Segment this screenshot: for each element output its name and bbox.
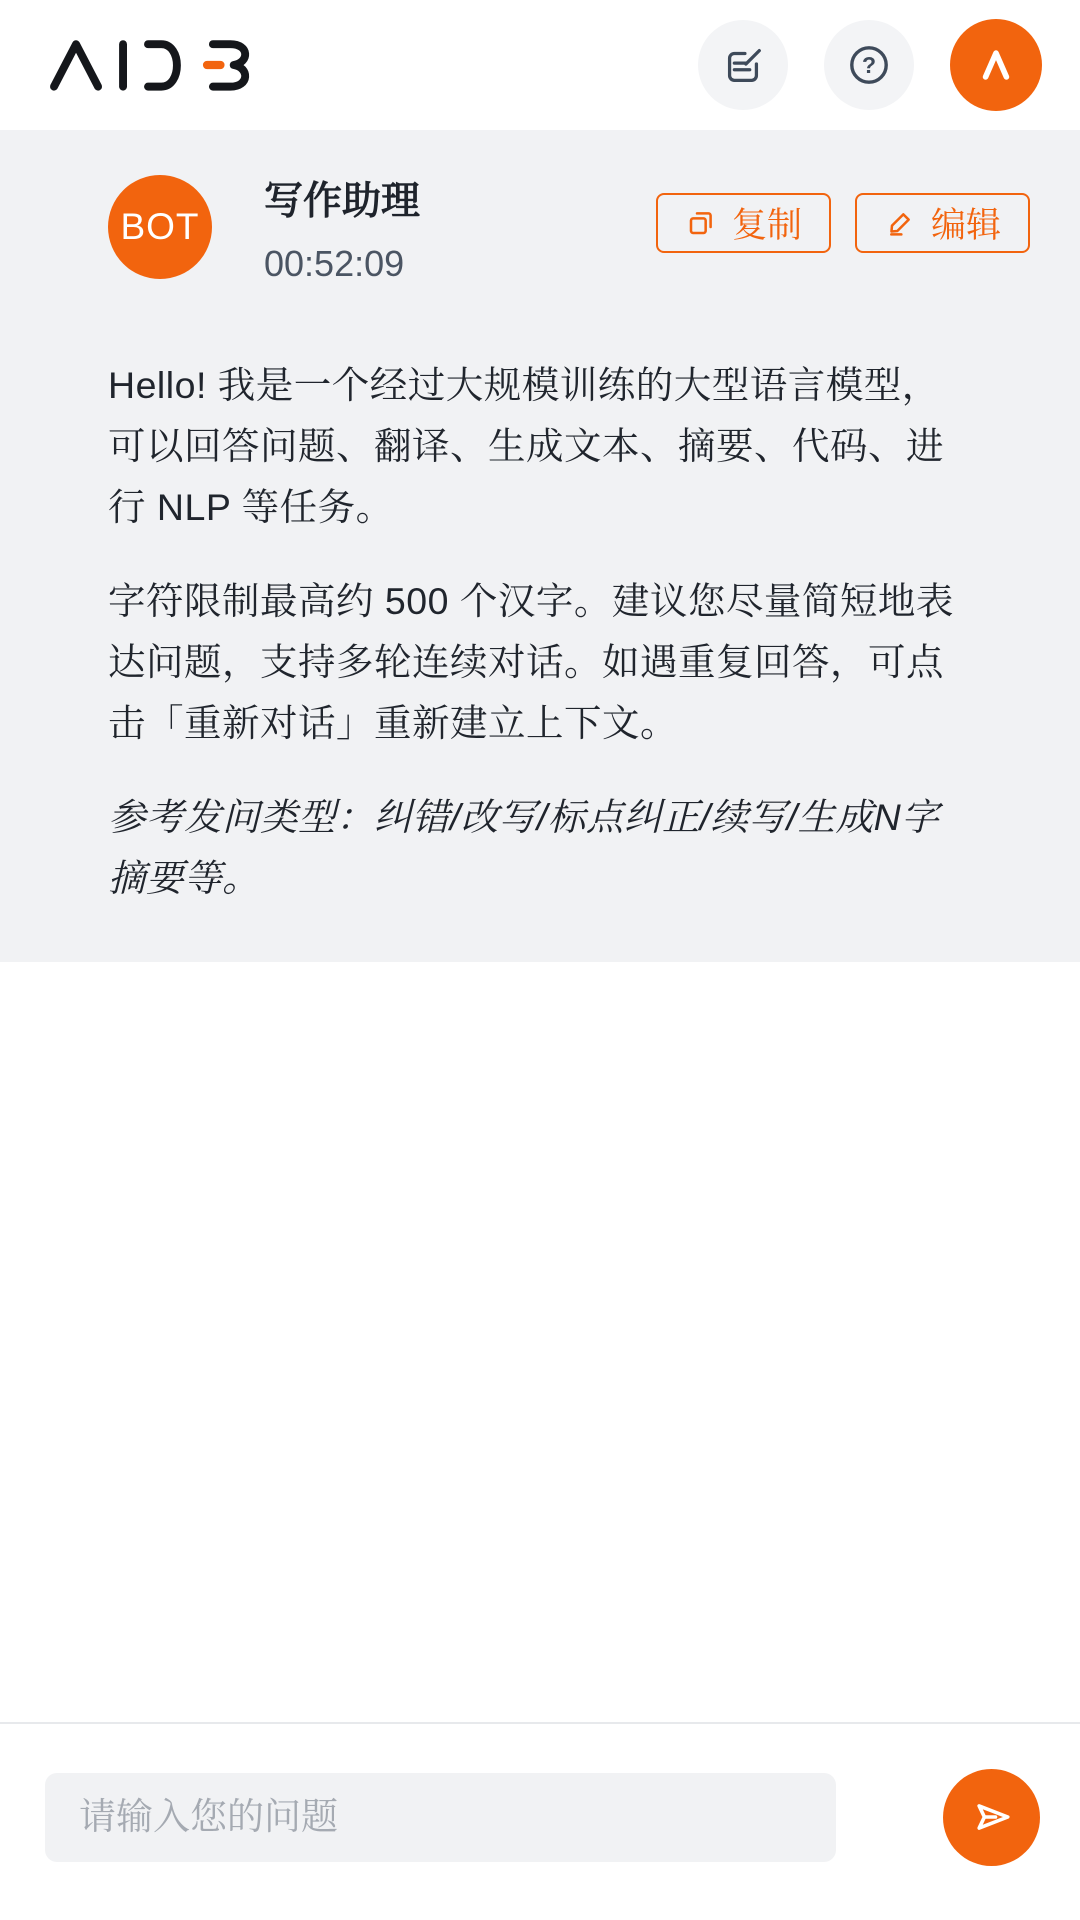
copy-button-label: 复制 — [731, 206, 802, 245]
send-icon — [964, 1789, 1020, 1845]
svg-text:?: ? — [861, 52, 877, 79]
input-bar — [0, 1724, 1080, 1920]
bot-message-card — [0, 130, 1080, 962]
message-paragraph-hint: 参考发问类型：纠错/改写/标点纠正/续写/生成N字摘要等。 — [108, 795, 940, 899]
user-avatar[interactable] — [950, 19, 1042, 111]
send-button[interactable] — [943, 1769, 1040, 1866]
compose-icon — [720, 42, 766, 88]
copy-icon — [685, 207, 717, 239]
help-icon — [845, 41, 893, 89]
help-button[interactable] — [824, 20, 914, 110]
message-header — [108, 175, 1030, 285]
new-chat-button[interactable] — [698, 20, 788, 110]
assistant-title: 写作助理 — [264, 180, 421, 223]
question-input[interactable] — [45, 1773, 836, 1862]
edit-button-label: 编辑 — [930, 206, 1001, 245]
header-actions — [698, 19, 1042, 111]
message-timestamp: 00:52:09 — [264, 242, 405, 284]
edit-icon — [884, 207, 916, 239]
message-paragraph: 字符限制最高约 500 个汉字。建议您尽量简短地表达问题，支持多轮连续对话。如遇重复回答，可点击「重新对话」重新建立上下文。 — [108, 579, 954, 744]
copy-button[interactable] — [656, 193, 831, 253]
message-paragraph: Hello! 我是一个经过大规模训练的大型语言模型，可以回答问题、翻译、生成文本、摘要、代码、进行 NLP 等任务。 — [108, 363, 944, 528]
aidb-logo[interactable] — [44, 35, 262, 95]
bot-avatar-label: BOT — [120, 206, 200, 247]
message-body — [108, 355, 974, 909]
chevron-up-icon — [970, 39, 1022, 91]
message-actions — [656, 175, 1030, 253]
chat-scroll-area[interactable] — [0, 962, 1080, 1724]
app-header — [0, 0, 1080, 130]
edit-button[interactable] — [855, 193, 1030, 253]
bot-avatar — [108, 175, 212, 279]
message-info — [264, 175, 420, 285]
